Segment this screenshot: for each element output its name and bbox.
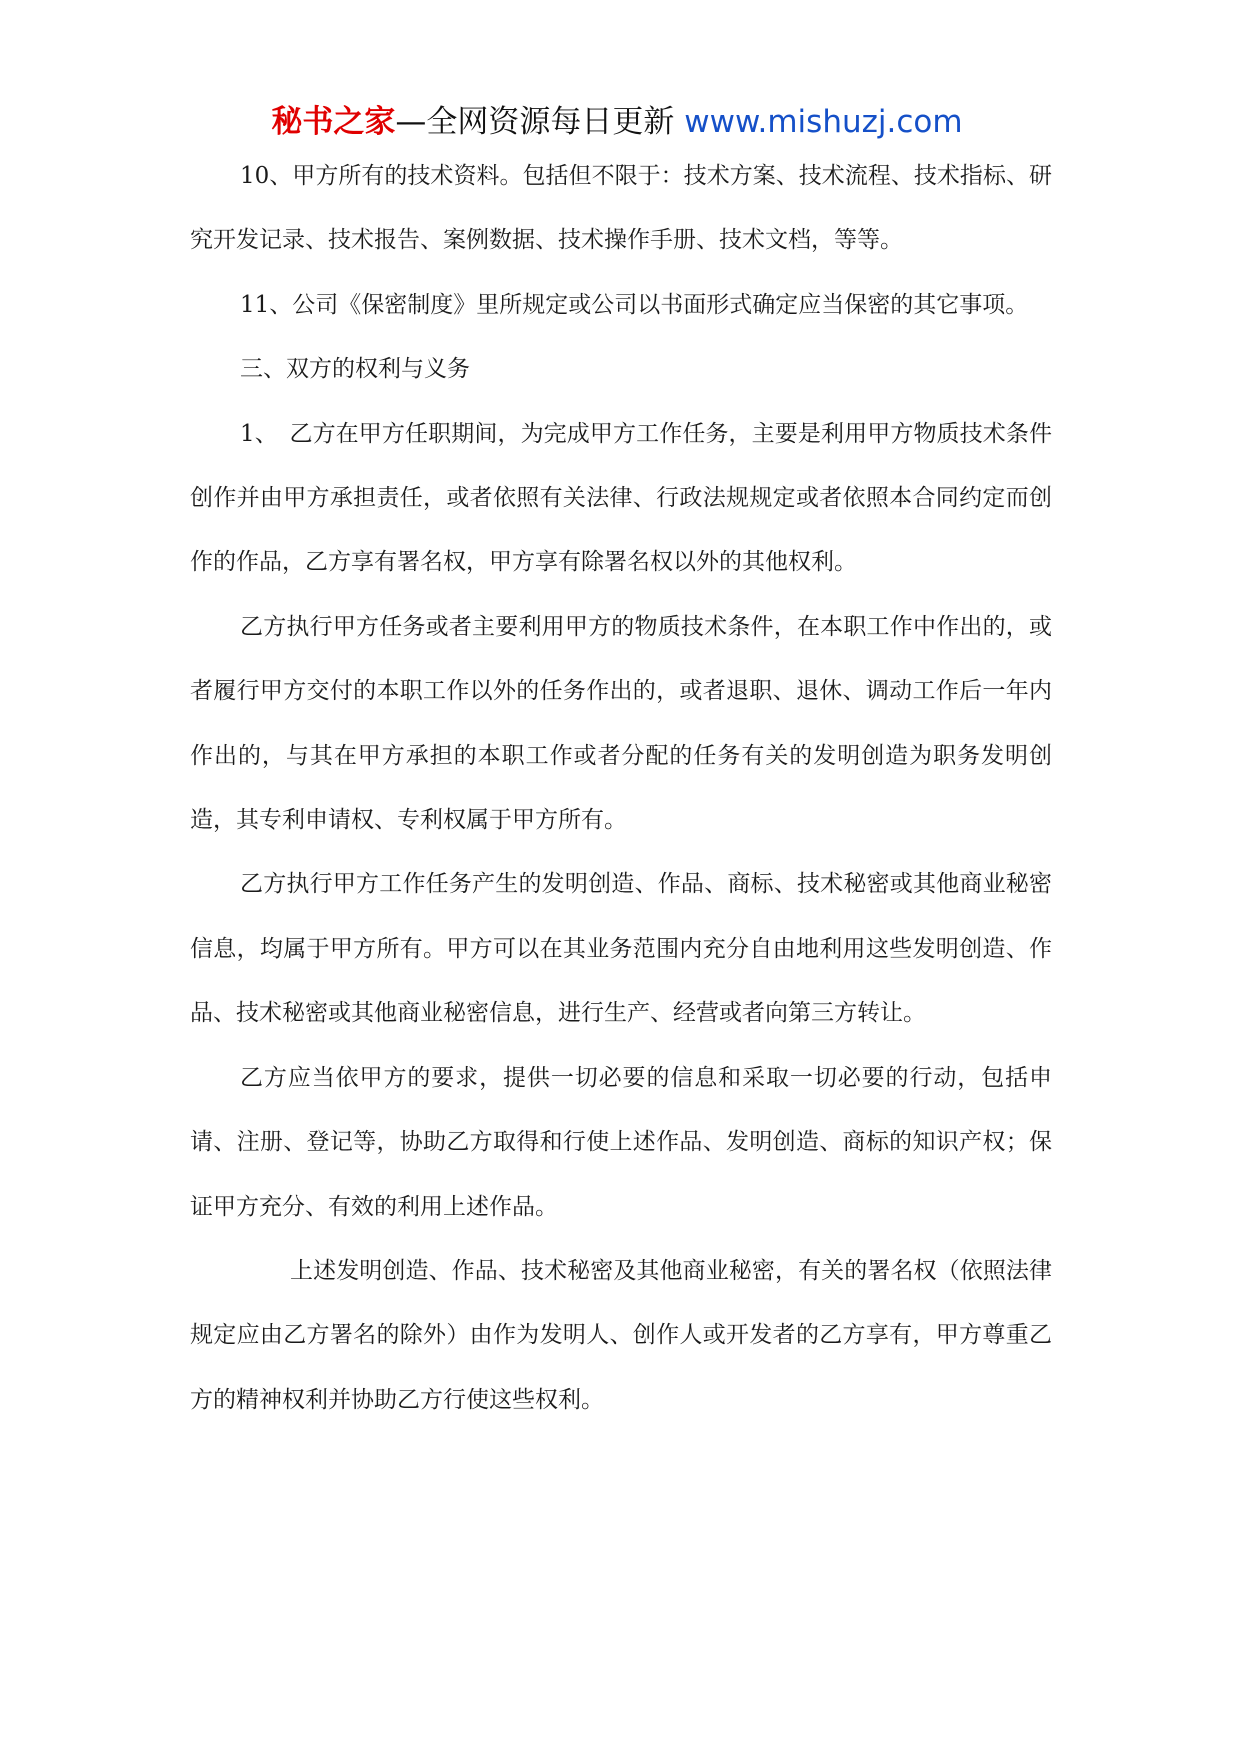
section-heading-rights-obligations: 三、双方的权利与义务 [240, 356, 470, 383]
paragraph-clause-1: 1、 乙方在甲方任职期间，为完成甲方工作任务，主要是利用甲方物质技术条件创作并由甲方承担责任，或者依照有关法律、行政法规规定或者依照本合同约定而创作的作品，乙方享有署名权，甲方享有除署名权以外的其他权利。 [190, 420, 1052, 576]
header-tagline: —全网资源每日更新 [395, 104, 685, 140]
paragraph-ownership: 乙方执行甲方工作任务产生的发明创造、作品、商标、技术秘密或其他商业秘密信息，均属于甲方所有。甲方可以在其业务范围内充分自由地利用这些发明创造、作品、技术秘密或其他商业秘密信息，进行生产、经营或者向第三方转让。 [190, 871, 1052, 1027]
header-url-link[interactable]: www.mishuzj.com [684, 104, 963, 140]
paragraph-cooperation: 乙方应当依甲方的要求，提供一切必要的信息和采取一切必要的行动，包括申请、注册、登记等，协助乙方取得和行使上述作品、发明创造、商标的知识产权；保证甲方充分、有效的利用上述作品。 [190, 1064, 1052, 1220]
paragraph-attribution-rights: 上述发明创造、作品、技术秘密及其他商业秘密，有关的署名权（依照法律规定应由乙方署名的除外）由作为发明人、创作人或开发者的乙方享有，甲方尊重乙方的精神权利并协助乙方行使这些权利。 [190, 1257, 1052, 1413]
document-body [190, 144, 1052, 1432]
header-brand: 秘书之家 [271, 104, 396, 140]
page-header [0, 100, 1234, 144]
paragraph-service-invention: 乙方执行甲方任务或者主要利用甲方的物质技术条件，在本职工作中作出的，或者履行甲方交付的本职工作以外的任务作出的，或者退职、退休、调动工作后一年内作出的，与其在甲方承担的本职工作或者分配的任务有关的发明创造为职务发明创造，其专利申请权、专利权属于甲方所有。 [190, 613, 1052, 834]
paragraph-item-11: 11、公司《保密制度》里所规定或公司以书面形式确定应当保密的其它事项。 [240, 291, 1029, 318]
paragraph-item-10: 10、甲方所有的技术资料。包括但不限于：技术方案、技术流程、技术指标、研究开发记录、技术报告、案例数据、技术操作手册、技术文档，等等。 [190, 163, 1052, 254]
